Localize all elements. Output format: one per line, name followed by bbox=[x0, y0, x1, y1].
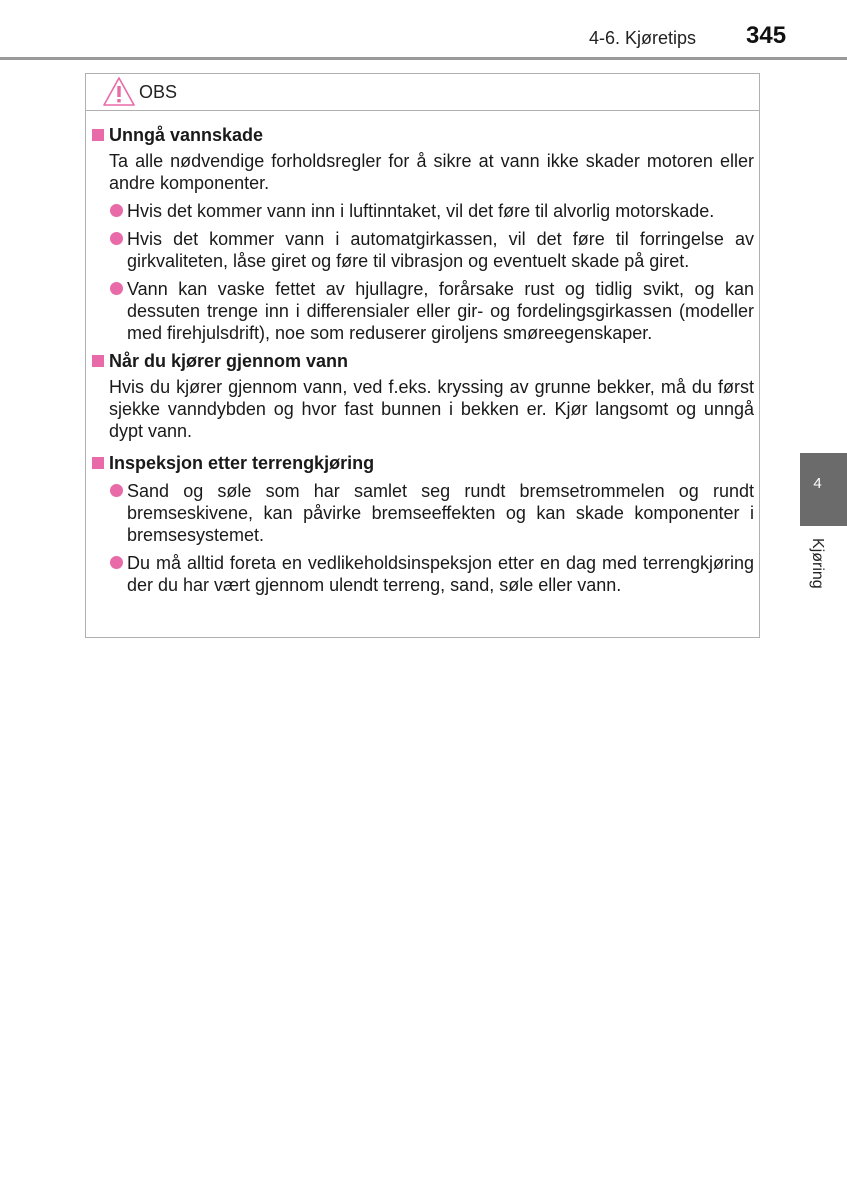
block-heading-driving-through-water bbox=[92, 350, 754, 372]
notice-body bbox=[92, 124, 754, 596]
notice-header bbox=[86, 74, 759, 111]
circle-bullet-icon bbox=[110, 282, 123, 295]
list-item bbox=[92, 552, 754, 596]
notice-label: OBS bbox=[139, 82, 178, 102]
circle-bullet-icon bbox=[110, 232, 123, 245]
list-item-text: Hvis det kommer vann inn i luftinntaket, vil det føre til alvorlig motorskade. bbox=[127, 201, 715, 221]
section-title: 4-6. Kjøretips bbox=[589, 28, 697, 48]
circle-bullet-icon bbox=[110, 204, 123, 217]
chapter-label: Kjøring bbox=[809, 538, 826, 589]
chapter-tab bbox=[800, 453, 847, 526]
block-heading-offroad-inspection bbox=[92, 452, 754, 474]
warning-triangle-icon bbox=[102, 76, 136, 107]
list-item bbox=[92, 480, 754, 546]
list-item-text: Vann kan vaske fettet av hjullagre, forårsake rust og tidlig svikt, og kan dessuten trenge inn i differensialer eller gir- og fordelingsgirkassen (modeller med firehjulsdrift), noe som reduserer giroljens smøreegenskaper. bbox=[127, 279, 754, 343]
circle-bullet-icon bbox=[110, 484, 123, 497]
list-item bbox=[92, 278, 754, 344]
block-heading-text: Inspeksjon etter terrengkjøring bbox=[109, 453, 375, 473]
caution-notice-box bbox=[85, 73, 760, 638]
square-bullet-icon bbox=[92, 355, 104, 367]
list-item bbox=[92, 200, 754, 222]
header-divider bbox=[0, 57, 847, 60]
list-item bbox=[92, 228, 754, 272]
circle-bullet-icon bbox=[110, 556, 123, 569]
list-item-text: Hvis det kommer vann i automatgirkassen, vil det føre til forringelse av girkvaliteten, låse giret og føre til vibrasjon og eventuelt skade på giret. bbox=[127, 229, 754, 271]
square-bullet-icon bbox=[92, 129, 104, 141]
chapter-number: 4 bbox=[813, 475, 822, 492]
list-item-text: Du må alltid foreta en vedlikeholdsinspeksjon etter en dag med terrengkjøring der du har vært gjennom ulendt terreng, sand, søle eller vann. bbox=[127, 553, 754, 595]
block-heading-text: Unngå vannskade bbox=[109, 125, 264, 145]
page-header bbox=[0, 0, 847, 60]
block-heading-water-damage bbox=[92, 124, 754, 146]
list-item-text: Sand og søle som har samlet seg rundt bremsetrommelen og rundt bremseskivene, kan påvirke bremseeffekten og kan skade komponenter i bremsesystemet. bbox=[127, 481, 754, 545]
square-bullet-icon bbox=[92, 457, 104, 469]
block-heading-text: Når du kjører gjennom vann bbox=[109, 351, 349, 371]
block-paragraph: Ta alle nødvendige forholdsregler for å sikre at vann ikke skader motoren eller andre komponenter. bbox=[109, 151, 754, 193]
page-number: 345 bbox=[746, 22, 787, 49]
block-paragraph: Hvis du kjører gjennom vann, ved f.eks. kryssing av grunne bekker, må du først sjekke vanndybden og hvor fast bunnen i bekken er. Kjør langsomt og unngå dypt vann. bbox=[109, 377, 754, 441]
